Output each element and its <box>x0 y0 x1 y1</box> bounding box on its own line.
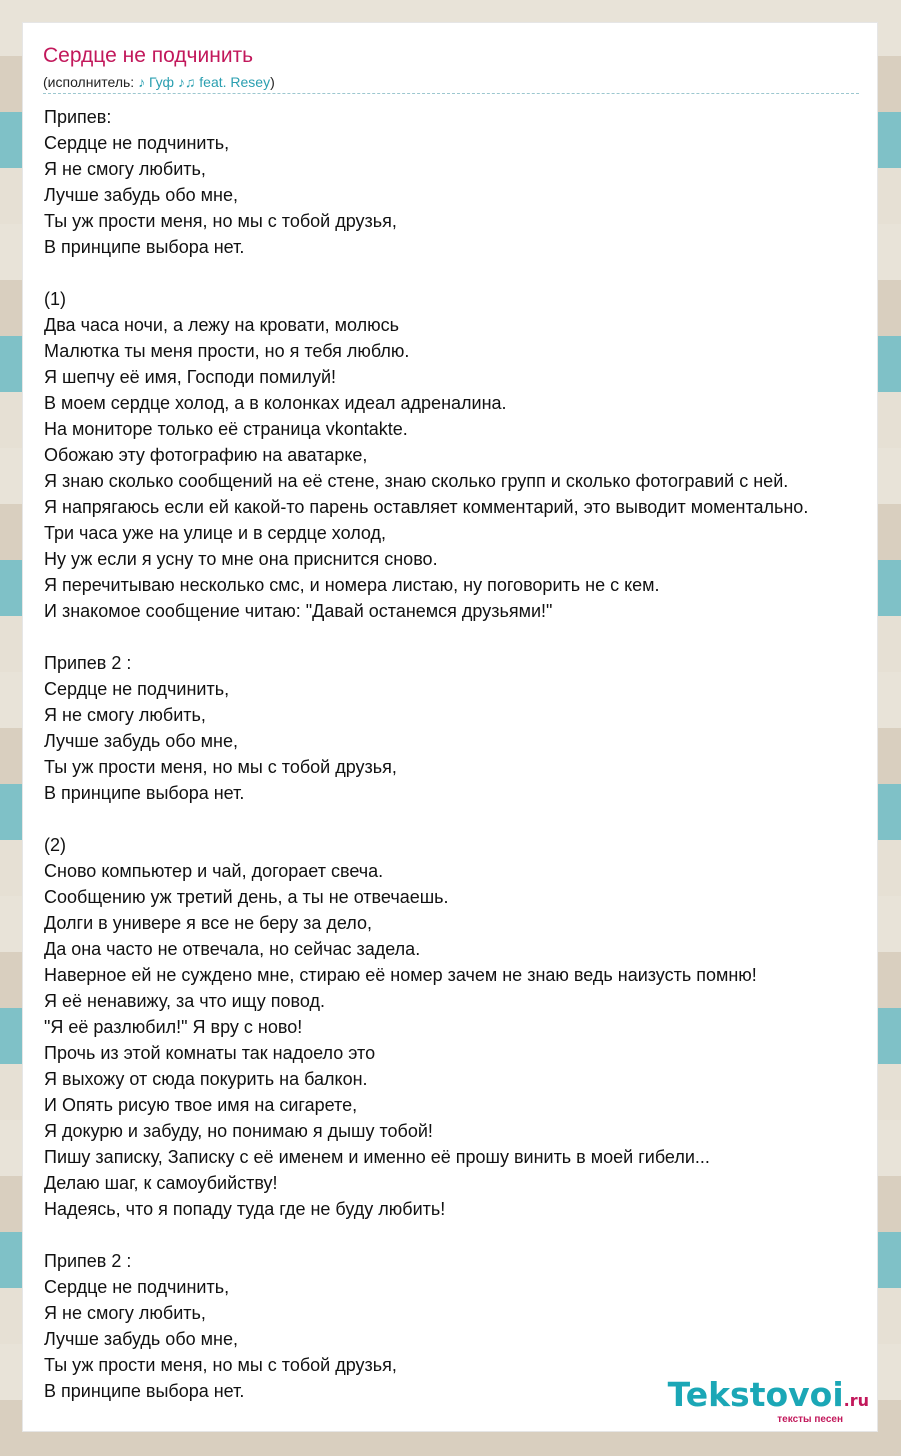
lyric-line: Обожаю эту фотографию на аватарке, <box>44 445 368 465</box>
lyrics-text <box>44 104 878 1404</box>
lyric-line <box>44 806 878 832</box>
lyric-line: Я шепчу её имя, Господи помилуй! <box>44 367 336 387</box>
logo-tagline: тексты песен <box>777 1414 843 1425</box>
lyric-line: Делаю шаг, к самоубийству! <box>44 1173 278 1193</box>
lyric-line: Малютка ты меня прости, но я тебя люблю. <box>44 341 410 361</box>
lyric-line: Ты уж прости меня, но мы с тобой друзья, <box>44 1355 397 1375</box>
lyric-line: Сердце не подчинить, <box>44 1277 230 1297</box>
lyrics-card <box>22 22 878 1432</box>
lyric-line: Лучше забудь обо мне, <box>44 185 238 205</box>
lyric-line: Припев 2 : <box>44 1251 132 1271</box>
lyric-line: Я не смогу любить, <box>44 159 206 179</box>
lyric-line <box>44 1222 878 1248</box>
lyric-line: Сердце не подчинить, <box>44 133 230 153</box>
lyric-line: Долги в универе я все не беру за дело, <box>44 913 372 933</box>
lyric-line: Я напрягаюсь если ей какой-то парень оставляет комментарий, это выводит моментально. <box>44 497 809 517</box>
lyric-line: В моем сердце холод, а в колонках идеал адреналина. <box>44 393 507 413</box>
lyric-line: Я докурю и забуду, но понимаю я дышу тобой! <box>44 1121 433 1141</box>
lyric-line: В принципе выбора нет. <box>44 237 245 257</box>
logo-name: Tekstovoi <box>667 1375 844 1414</box>
logo-tld: .ru <box>843 1391 869 1410</box>
lyric-line: Наверное ей не суждено мне, стираю её номер зачем не знаю ведь наизусть помню! <box>44 965 757 985</box>
lyric-line: (2) <box>44 835 66 855</box>
lyric-line: В принципе выбора нет. <box>44 1381 245 1401</box>
lyric-line: Я знаю сколько сообщений на её стене, знаю сколько групп и сколько фотогравий с ней. <box>44 471 789 491</box>
lyric-line: Лучше забудь обо мне, <box>44 1329 238 1349</box>
song-title: Сердце не подчинить <box>43 44 254 67</box>
lyric-line: И знакомое сообщение читаю: "Давай останемся друзьями!" <box>44 601 553 621</box>
lyric-line: (1) <box>44 289 66 309</box>
lyric-line: Я её ненавижу, за что ищу повод. <box>44 991 325 1011</box>
lyric-line: Ты уж прости меня, но мы с тобой друзья, <box>44 757 397 777</box>
lyric-line: Три часа уже на улице и в сердце холод, <box>44 523 387 543</box>
lyric-line: Пишу записку, Записку с её именем и именно её прошу винить в моей гибели... <box>44 1147 710 1167</box>
lyric-line: Сообщению уж третий день, а ты не отвечаешь. <box>44 887 449 907</box>
lyric-line: И Опять рисую твое имя на сигарете, <box>44 1095 358 1115</box>
lyric-line: Ну уж если я усну то мне она приснится сново. <box>44 549 438 569</box>
lyric-line: "Я её разлюбил!" Я вру с ново! <box>44 1017 303 1037</box>
performer-link[interactable]: ♪ Гуф ♪♫ feat. Resey <box>138 74 271 90</box>
lyric-line: Ты уж прости меня, но мы с тобой друзья, <box>44 211 397 231</box>
lyric-line: В принципе выбора нет. <box>44 783 245 803</box>
lyric-line <box>44 260 878 286</box>
lyric-line: Припев 2 : <box>44 653 132 673</box>
lyric-line: Два часа ночи, а лежу на кровати, молюсь <box>44 315 400 335</box>
lyric-line: Сердце не подчинить, <box>44 679 230 699</box>
lyric-line: Я перечитываю несколько смс, и номера листаю, ну поговорить не с кем. <box>44 575 660 595</box>
lyric-line: Я не смогу любить, <box>44 1303 206 1323</box>
performer-label: (исполнитель: <box>43 74 139 90</box>
lyric-line: Я не смогу любить, <box>44 705 206 725</box>
lyric-line: На мониторе только её страница vkontakte. <box>44 419 408 439</box>
performer-line <box>43 74 275 90</box>
title-divider <box>43 93 859 94</box>
lyric-line <box>44 624 878 650</box>
lyric-line: Прочь из этой комнаты так надоело это <box>44 1043 376 1063</box>
lyric-line: Да она часто не отвечала, но сейчас задела. <box>44 939 421 959</box>
site-logo[interactable] <box>667 1375 869 1425</box>
lyric-line: Лучше забудь обо мне, <box>44 731 238 751</box>
performer-close: ) <box>270 74 275 90</box>
lyric-line: Припев: <box>44 107 112 127</box>
lyric-line: Сново компьютер и чай, догорает свеча. <box>44 861 384 881</box>
lyric-line: Надеясь, что я попаду туда где не буду любить! <box>44 1199 446 1219</box>
lyric-line: Я выхожу от сюда покурить на балкон. <box>44 1069 368 1089</box>
